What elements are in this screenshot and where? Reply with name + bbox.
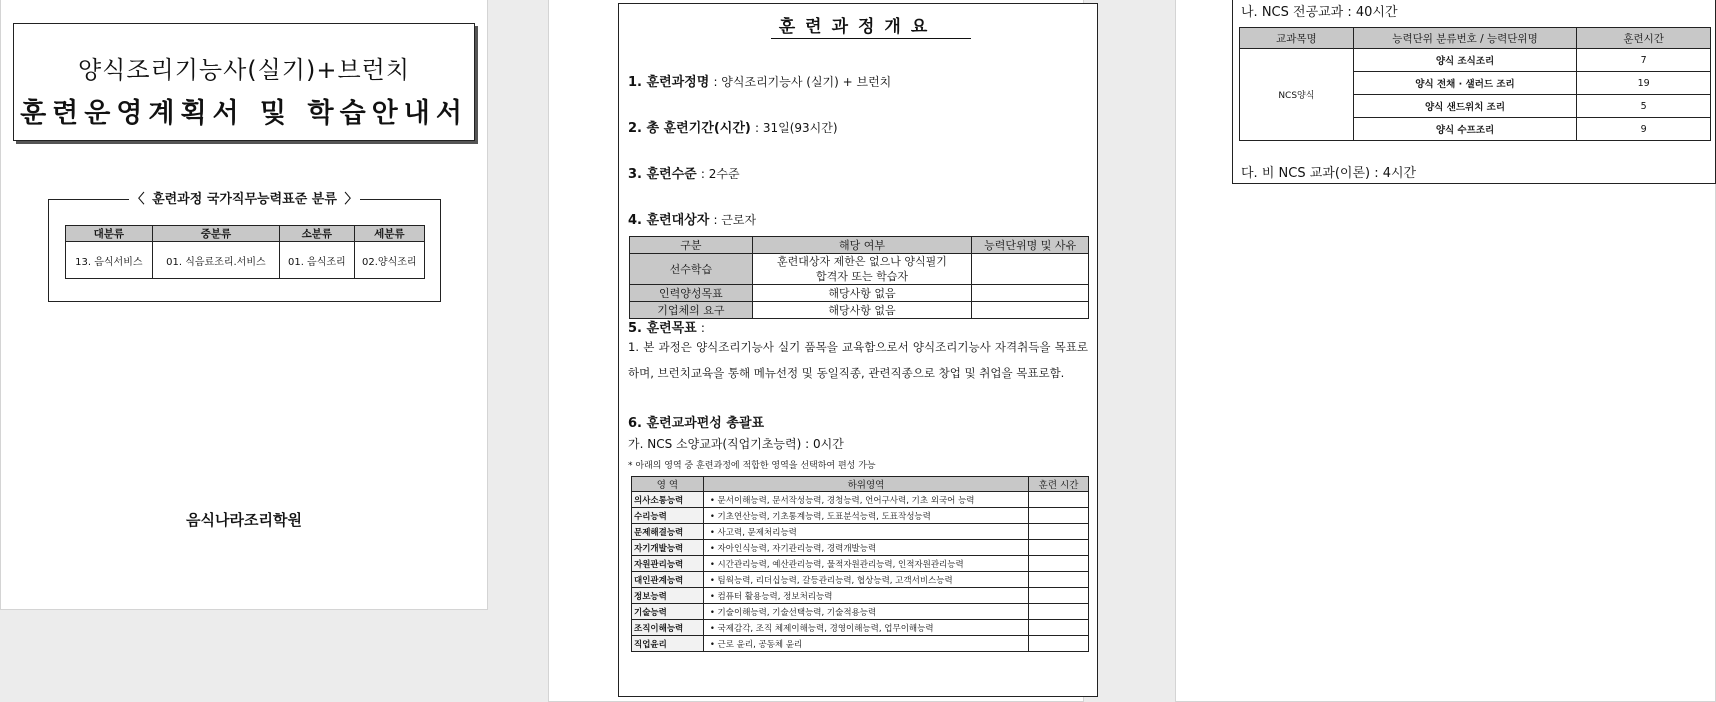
subarea-cell: • 국제감각, 조직 체제이해능력, 경영이해능력, 업무이해능력 [703, 620, 1028, 636]
overview-title: 훈련과정개요 [778, 17, 938, 37]
selection-note: * 아래의 영역 중 훈련과정에 적합한 영역을 선택하여 편성 가능 [628, 461, 876, 471]
subarea-cell: • 컴퓨터 활용능력, 정보처리능력 [703, 588, 1028, 604]
document-title-line-2: 훈련운영계획서 및 학습안내서 [20, 98, 468, 129]
table-row [632, 588, 1089, 604]
section-label: 3. 훈련수준 [628, 167, 697, 182]
ncs-major-table [1239, 27, 1711, 141]
subarea-cell: • 사고력, 문제처리능력 [703, 524, 1028, 540]
area-cell: 자원관리능력 [632, 556, 704, 572]
header-category: 구분 [630, 237, 753, 254]
section-label: 4. 훈련대상자 [628, 213, 710, 228]
section-course-name [628, 71, 891, 90]
target-table [629, 236, 1089, 319]
header-applicable: 해당 여부 [752, 237, 972, 254]
subject-cell: NCS양식 [1240, 49, 1354, 141]
row-label: 인력양성목표 [630, 285, 753, 302]
hours-cell [1029, 604, 1089, 620]
section-label: 6. 훈련교과편성 총괄표 [628, 416, 765, 431]
header-middle: 중분류 [152, 226, 279, 242]
classification-title [49, 188, 440, 207]
section-value: : 2수준 [700, 167, 740, 181]
header-reason: 능력단위명 및 사유 [972, 237, 1089, 254]
goal-text: 1. 본 과정은 양식조리기능사 실기 품목을 교육함으로서 양식조리기능사 자격취득을 목표로 하며, 브런치교육을 통해 메뉴선정 및 동일직종, 관련직종으로 창업 및 취업을 목표로함. [628, 340, 1088, 380]
cell-middle: 01. 식음료조리.서비스 [152, 242, 279, 279]
section-target [628, 209, 756, 228]
unit-cell: 양식 샌드위치 조리 [1353, 95, 1577, 118]
header-major: 대분류 [66, 226, 153, 242]
header-hours: 훈련시간 [1577, 28, 1711, 49]
table-row [632, 508, 1089, 524]
hours-cell: 7 [1577, 49, 1711, 72]
area-cell: 조직이해능력 [632, 620, 704, 636]
hours-cell [1029, 492, 1089, 508]
hours-cell [1029, 588, 1089, 604]
subarea-cell: • 시간관리능력, 예산관리능력, 물적자원관리능력, 인적자원관리능력 [703, 556, 1028, 572]
document-title-line-1: 양식조리기능사(실기)+브런치 [77, 56, 411, 84]
unit-cell: 양식 전채 · 샐러드 조리 [1353, 72, 1577, 95]
table-header-row [66, 226, 425, 242]
subsection-b: 나. NCS 전공교과 : 40시간 [1241, 5, 1398, 20]
header-unit: 능력단위 분류번호 / 능력단위명 [1353, 28, 1577, 49]
hours-cell [1029, 508, 1089, 524]
unit-cell: 양식 조식조리 [1353, 49, 1577, 72]
row-label: 기업체의 요구 [630, 302, 753, 319]
academy-name: 음식나라조리학원 [186, 511, 302, 529]
table-row [630, 254, 1089, 285]
table-row [632, 620, 1089, 636]
row-value: 훈련대상자 제한은 없으나 양식필기 합격자 또는 학습자 [752, 254, 972, 285]
section-duration [628, 117, 838, 136]
table-header-row [630, 237, 1089, 254]
classification-title-label: 훈련과정 국가직무능력표준 분류 [149, 192, 340, 207]
section-curriculum [628, 412, 764, 431]
row-label: 선수학습 [630, 254, 753, 285]
header-detail: 세분류 [354, 226, 424, 242]
hours-cell [1029, 524, 1089, 540]
area-cell: 대인관계능력 [632, 572, 704, 588]
page-3-frame [1232, 0, 1716, 184]
section-value: : 31일(93시간) [754, 121, 838, 135]
subarea-cell: • 팀웍능력, 리더십능력, 갈등관리능력, 협상능력, 고객서비스능력 [703, 572, 1028, 588]
hours-cell: 5 [1577, 95, 1711, 118]
cell-major: 13. 음식서비스 [66, 242, 153, 279]
area-cell: 직업윤리 [632, 636, 704, 652]
table-row [632, 556, 1089, 572]
row-value: 해당사항 없음 [752, 302, 972, 319]
subarea-cell: • 기술이해능력, 기술선택능력, 기술적용능력 [703, 604, 1028, 620]
hours-cell [1029, 572, 1089, 588]
subarea-cell: • 문서이해능력, 문서작성능력, 경청능력, 언어구사력, 기초 외국어 능력 [703, 492, 1028, 508]
header-hours: 훈련 시간 [1029, 477, 1089, 492]
area-cell: 기술능력 [632, 604, 704, 620]
area-cell: 자기개발능력 [632, 540, 704, 556]
area-cell: 의사소통능력 [632, 492, 704, 508]
area-cell: 수리능력 [632, 508, 704, 524]
area-cell: 문제해결능력 [632, 524, 704, 540]
cell-minor: 01. 음식조리 [280, 242, 354, 279]
section-value: : 양식조리기능사 (실기) + 브런치 [713, 75, 892, 89]
section-label: 1. 훈련과정명 [628, 75, 710, 90]
unit-cell: 양식 수프조리 [1353, 118, 1577, 141]
table-row [1240, 49, 1711, 72]
hours-cell [1029, 636, 1089, 652]
table-row [632, 604, 1089, 620]
section-value: : [700, 321, 705, 335]
hours-cell [1029, 556, 1089, 572]
section-level [628, 163, 740, 182]
table-header-row [1240, 28, 1711, 49]
section-value: : 근로자 [713, 213, 757, 227]
subarea-cell: • 자아인식능력, 자기관리능력, 경력개발능력 [703, 540, 1028, 556]
hours-cell [1029, 620, 1089, 636]
table-row [632, 636, 1089, 652]
hours-cell: 9 [1577, 118, 1711, 141]
row-reason [972, 285, 1089, 302]
subsection-c: 다. 비 NCS 교과(이론) : 4시간 [1241, 166, 1417, 181]
section-label: 5. 훈련목표 [628, 321, 697, 336]
row-reason [972, 254, 1089, 285]
table-row [632, 572, 1089, 588]
title-box [13, 23, 475, 141]
table-row [66, 242, 425, 279]
table-row [630, 302, 1089, 319]
header-area: 영 역 [632, 477, 704, 492]
table-header-row [632, 477, 1089, 492]
page-1 [0, 0, 488, 610]
subarea-cell: • 기초연산능력, 기초통계능력, 도표분석능력, 도표작성능력 [703, 508, 1028, 524]
table-row [632, 540, 1089, 556]
section-label: 2. 총 훈련기간(시간) [628, 121, 751, 136]
area-cell: 정보능력 [632, 588, 704, 604]
table-row [632, 524, 1089, 540]
ncs-classification-box [48, 192, 441, 302]
subarea-cell: • 근로 윤리, 공동체 윤리 [703, 636, 1028, 652]
table-row [630, 285, 1089, 302]
row-value: 해당사항 없음 [752, 285, 972, 302]
cell-detail: 02.양식조리 [354, 242, 424, 279]
classification-table [65, 225, 425, 279]
subsection-a: 가. NCS 소양교과(직업기초능력) : 0시간 [628, 437, 844, 451]
table-row [632, 492, 1089, 508]
classification-title-text: 〈 훈련과정 국가직무능력표준 분류 〉 [129, 192, 361, 207]
hours-cell [1029, 540, 1089, 556]
row-reason [972, 302, 1089, 319]
header-subject: 교과목명 [1240, 28, 1354, 49]
header-subarea: 하위영역 [703, 477, 1028, 492]
page-2-frame [618, 3, 1098, 697]
title-underline [771, 38, 971, 39]
hours-cell: 19 [1577, 72, 1711, 95]
header-minor: 소분류 [280, 226, 354, 242]
competency-table [631, 476, 1089, 652]
